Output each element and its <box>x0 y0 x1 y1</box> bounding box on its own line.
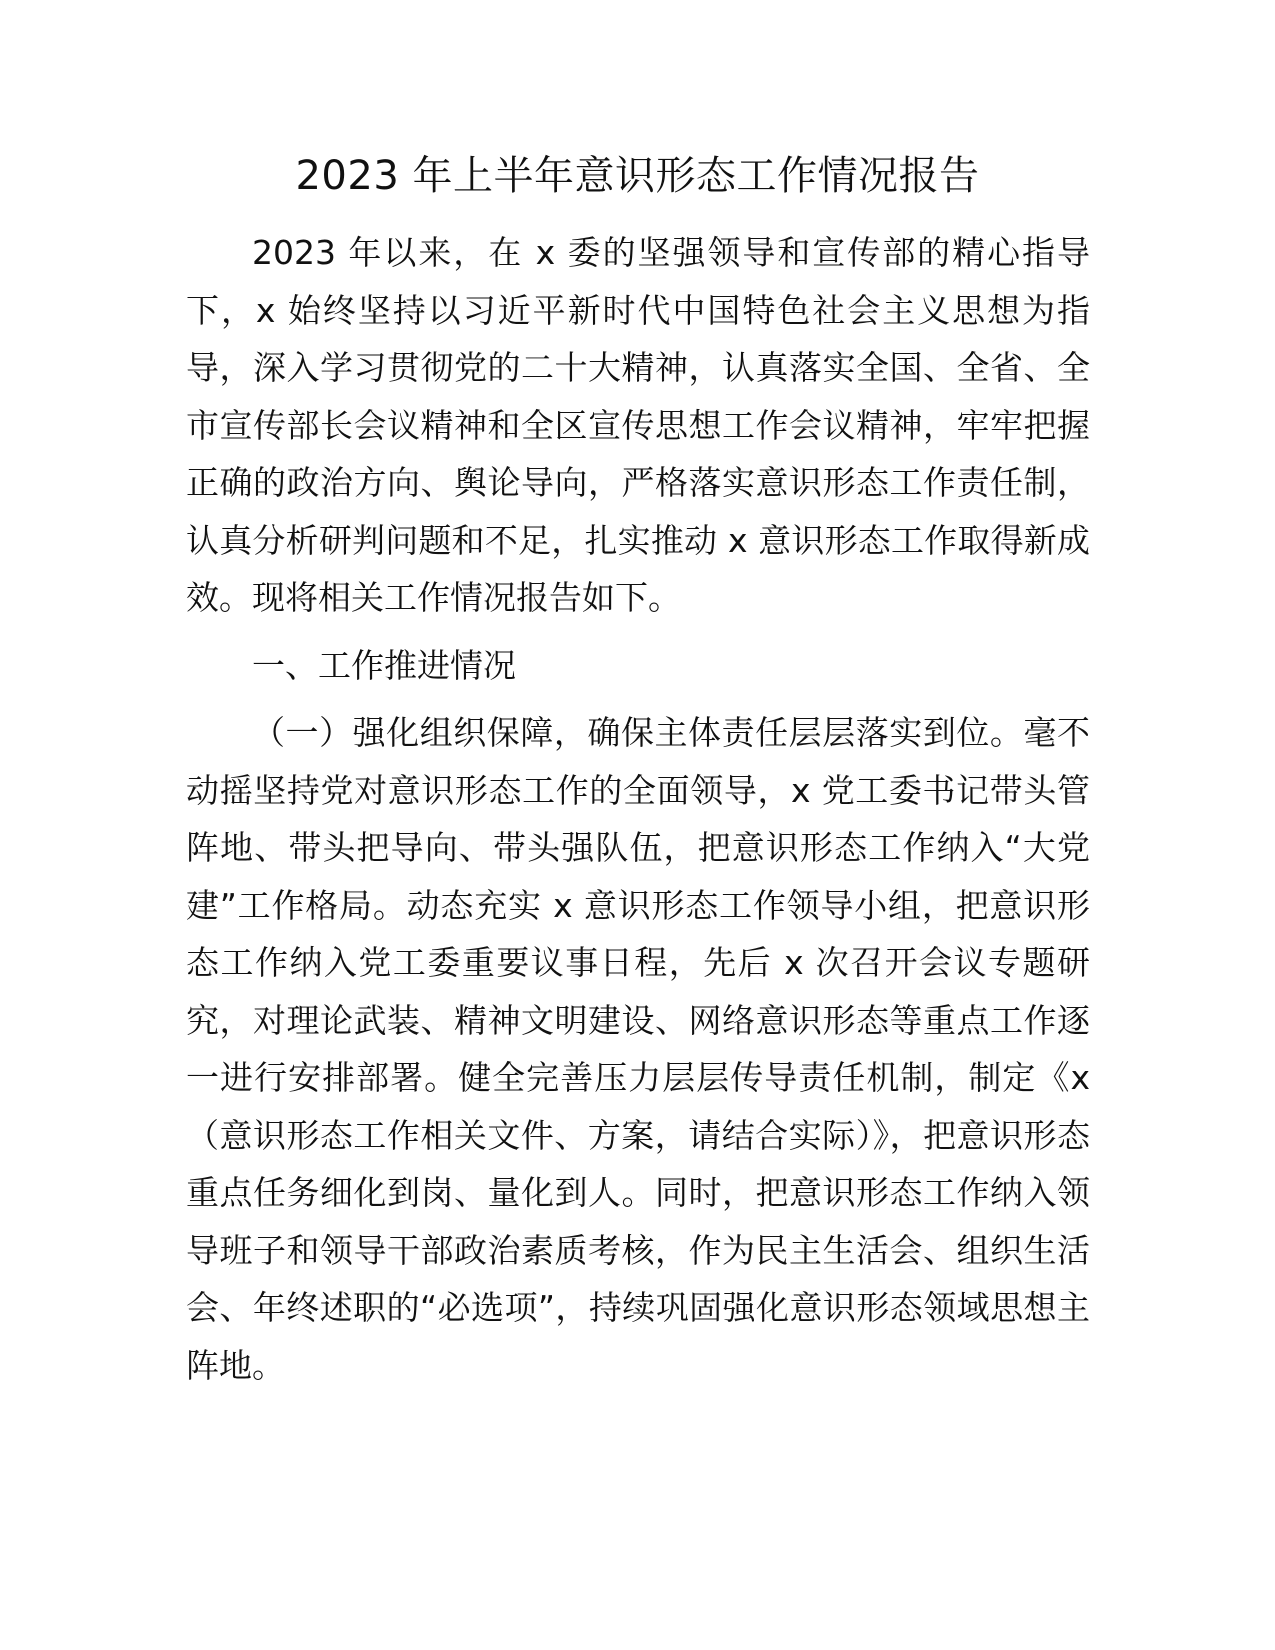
section-paragraph: （一）强化组织保障，确保主体责任层层落实到位。毫不动摇坚持党对意识形态工作的全面领导，x 党工委书记带头管阵地、带头把导向、带头强队伍，把意识形态工作纳入“大党建”工作格局。动态充实 x 意识形态工作领导小组，把意识形态工作纳入党工委重要议事日程，先后 x 次召开会议专题研究，对理论武装、精神文明建设、网络意识形态等重点工作逐一进行安排部署。健全完善压力层层传导责任机制，制定《x（意识形态工作相关文件、方案，请结合实际）》，把意识形态重点任务细化到岗、量化到人。同时，把意识形态工作纳入领导班子和领导干部政治素质考核，作为民主生活会、组织生活会、年终述职的“必选项”，持续巩固强化意识形态领域思想主阵地。 <box>186 713 1090 1385</box>
section-heading: 一、工作推进情况 <box>252 645 516 685</box>
document-title: 2023 年上半年意识形态工作情况报告 <box>295 153 980 199</box>
intro-paragraph: 2023 年以来，在 x 委的坚强领导和宣传部的精心指导下，x 始终坚持以习近平新时代中国特色社会主义思想为指导，深入学习贯彻党的二十大精神，认真落实全国、全省、全市宣传部长会议精神和全区宣传思想工作会议精神，牢牢把握正确的政治方向、舆论导向，严格落实意识形态工作责任制，认真分析研判问题和不足，扎实推动 x 意识形态工作取得新成效。现将相关工作情况报告如下。 <box>186 233 1090 617</box>
document-body <box>186 224 1090 1394</box>
